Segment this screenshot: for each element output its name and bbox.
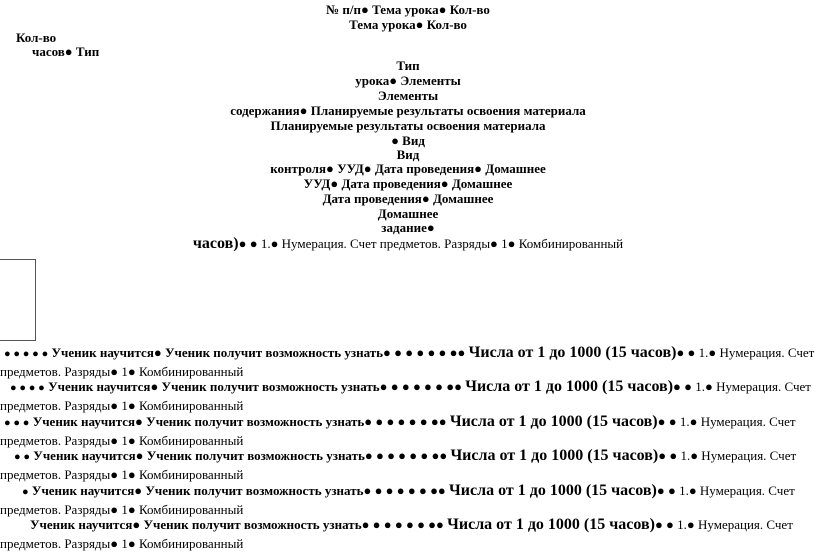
row-section-title: Числа от 1 до 1000 (15 часов) bbox=[447, 516, 655, 533]
first-row bbox=[0, 236, 816, 252]
row-tail: ● ● 1.● Нумерация. Счет bbox=[673, 379, 811, 394]
first-row-bold: часов) bbox=[192, 235, 239, 252]
header-line-1: № п/п● Тема урока● Кол-во bbox=[326, 2, 490, 17]
row-bold-text: Ученик научится● Ученик получит возможность узнать● ● ● ● ● ● ●● bbox=[30, 517, 444, 532]
row-bold-text: Ученик научится● Ученик получит возможность узнать● ● ● ● ● ● ●● bbox=[31, 483, 446, 498]
header-line-15: Домашнее bbox=[377, 206, 439, 221]
header-line-4: часов● Тип bbox=[32, 44, 100, 59]
row-bold-text: Ученик научится● Ученик получит возможность узнать● ● ● ● ● ● ●● bbox=[33, 448, 448, 463]
header-line-14: Дата проведения● Домашнее bbox=[322, 191, 494, 206]
table-row bbox=[0, 482, 816, 518]
row-section-title: Числа от 1 до 1000 (15 часов) bbox=[449, 482, 657, 499]
row-section-title: Числа от 1 до 1000 (15 часов) bbox=[465, 378, 674, 395]
row-bullets: ● ● bbox=[14, 451, 31, 463]
header-line-7: Элементы bbox=[377, 88, 439, 103]
row-bold-text: Ученик научится● Ученик получит возможность узнать● ● ● ● ● ● ●● bbox=[48, 379, 462, 394]
row-line-2: предметов. Разряды● 1● Комбинированный bbox=[0, 502, 244, 517]
row-bullets: ● ● ● ● ● bbox=[4, 348, 49, 360]
row-section-title: Числа от 1 до 1000 (15 часов) bbox=[450, 447, 659, 464]
row-line-2: предметов. Разряды● 1● Комбинированный bbox=[0, 467, 244, 482]
row-bullets: ● ● ● bbox=[4, 417, 30, 429]
table-row bbox=[0, 378, 816, 414]
row-tail: ● ● 1.● Нумерация. Счет bbox=[658, 448, 797, 463]
row-tail: ● ● 1.● Нумерация. Счет bbox=[676, 345, 815, 360]
row-line-2: предметов. Разряды● 1● Комбинированный bbox=[0, 364, 244, 379]
header-line-5: Тип bbox=[396, 58, 420, 73]
row-bullets: ● bbox=[22, 486, 29, 498]
row-tail: ● ● 1.● Нумерация. Счет bbox=[656, 483, 795, 498]
table-row bbox=[0, 447, 816, 483]
table-row bbox=[0, 413, 816, 449]
header-line-11: Вид bbox=[396, 147, 420, 162]
header-line-12: контроля● УУД● Дата проведения● Домашнее bbox=[270, 161, 546, 176]
empty-cell-box bbox=[0, 259, 36, 341]
row-line-2: предметов. Разряды● 1● Комбинированный bbox=[0, 398, 244, 413]
header-line-2: Тема урока● Кол-во bbox=[349, 17, 467, 32]
header-line-13: УУД● Дата проведения● Домашнее bbox=[303, 176, 513, 191]
row-line-2: предметов. Разряды● 1● Комбинированный bbox=[0, 433, 244, 448]
header-line-8: содержания● Планируемые результаты освоения материала bbox=[230, 103, 586, 118]
header-line-9: Планируемые результаты освоения материала bbox=[270, 118, 546, 133]
table-row bbox=[0, 344, 816, 380]
header-line-3: Кол-во bbox=[16, 30, 57, 45]
table-row bbox=[0, 516, 816, 552]
row-bullets: ● ● ● ● bbox=[10, 382, 45, 394]
header-line-16: задание● bbox=[381, 220, 435, 235]
row-bold-text: Ученик научится● Ученик получит возможность узнать● ● ● ● ● ● ●● bbox=[32, 414, 447, 429]
first-row-text: ● ● 1.● Нумерация. Счет предметов. Разряды● 1● Комбинированный bbox=[238, 236, 624, 251]
header-line-10: ● Вид bbox=[391, 133, 425, 148]
header-line-6: урока● Элементы bbox=[355, 73, 461, 88]
row-line-2: предметов. Разряды● 1● Комбинированный bbox=[0, 536, 244, 551]
row-tail: ● ● 1.● Нумерация. Счет bbox=[654, 517, 793, 532]
row-bold-text: Ученик научится● Ученик получит возможность узнать● ● ● ● ● ● ●● bbox=[51, 345, 466, 360]
row-section-title: Числа от 1 до 1000 (15 часов) bbox=[468, 344, 677, 361]
row-tail: ● ● 1.● Нумерация. Счет bbox=[657, 414, 796, 429]
row-section-title: Числа от 1 до 1000 (15 часов) bbox=[449, 413, 658, 430]
